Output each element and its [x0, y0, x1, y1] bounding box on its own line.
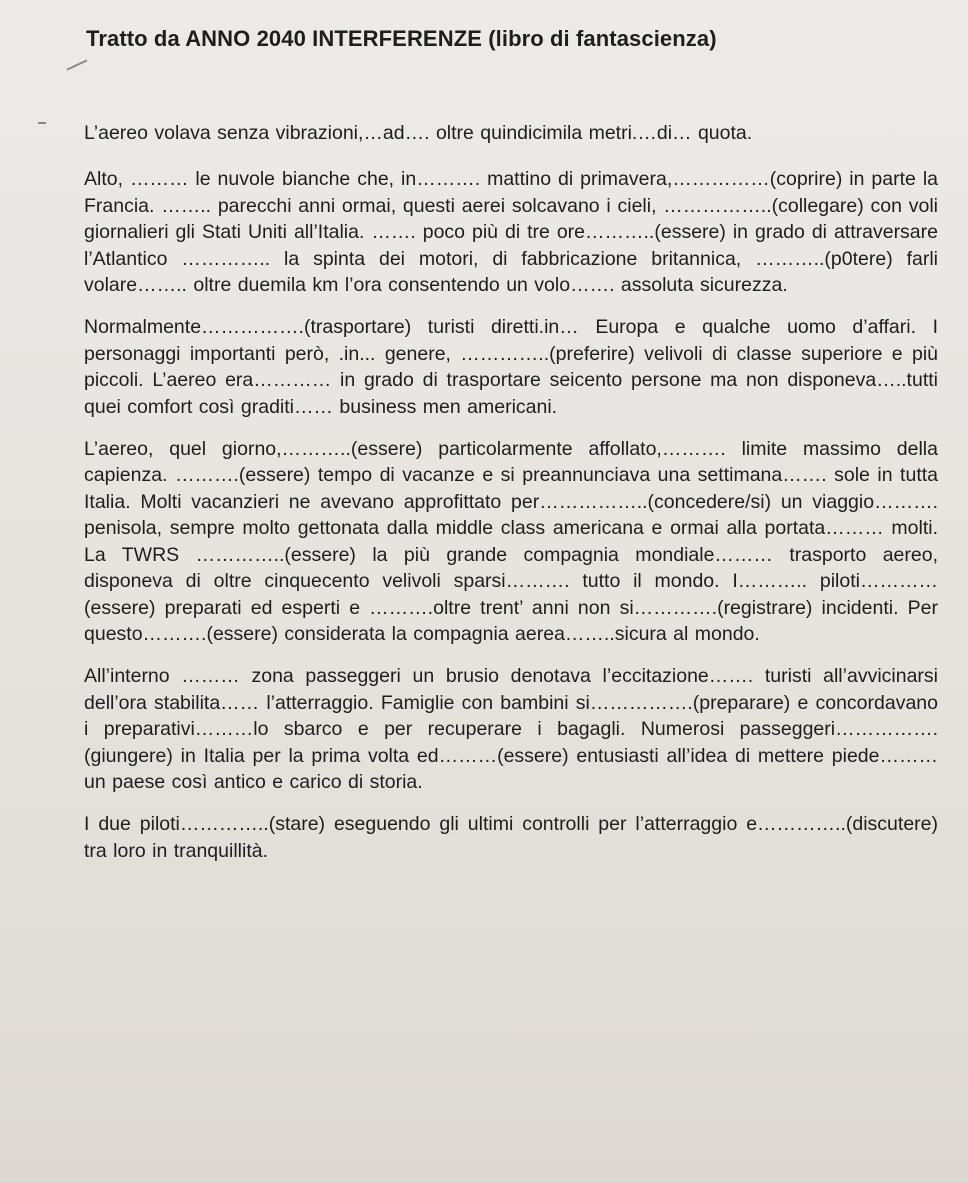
pencil-mark	[38, 122, 46, 124]
pencil-mark	[67, 59, 88, 70]
document-title: Tratto da ANNO 2040 INTERFERENZE (libro di fantascienza)	[86, 26, 717, 51]
paragraph-5: All’interno ……… zona passeggeri un brusio denotava l’eccitazione……. turisti all’avvicinarsi dell’ora stabilita…… l’atterraggio. Famiglie con bambini si…………….(preparare) e concordavano i preparativi………lo sbarco e per recuperare i bagagli. Numerosi passeggeri…………….(giungere) in Italia per la prima volta ed………(essere) entusiasti all’idea di mettere piede……… un paese così antico e carico di storia.	[84, 665, 938, 793]
paragraph-6: I due piloti…………..(stare) eseguendo gli ultimi controlli per l’atterraggio e…………..(discutere) tra loro in tranquillità.	[84, 813, 938, 862]
paragraph-4: L’aereo, quel giorno,………..(essere) particolarmente affollato,………. limite massimo della capienza. ……….(essere) tempo di vacanze e si preannunciava una settimana……. sole in tutta Italia. Molti vacanzieri ne avevano approfittato per……………..(concedere/si) un viaggio………. penisola, sempre molto gettonata dalla middle class americana e ormai alla portata……… molti. La TWRS …………..(essere) la più grande compagnia mondiale……… trasporto aereo, disponeva di oltre cinquecento velivoli sparsi………. tutto il mondo. I……….. piloti…………(essere) preparati ed esperti e ……….oltre trent’ anni non si………….(registrare) incidenti. Per questo……….(essere) considerata la compagnia aerea……..sicura al mondo.	[84, 438, 938, 645]
paragraph-2: Alto, ……… le nuvole bianche che, in………. mattino di primavera,……………(coprire) in parte la Francia. …….. parecchi anni ormai, questi aerei solcavano i cieli, ……………..(collegare) con voli giornalieri gli Stati Uniti all’Italia. ……. poco più di tre ore………..(essere) in grado di attraversare l’Atlantico ………….. la spinta dei motori, di fabbricazione britannica, ………..(p0tere) farli volare…….. oltre duemila km l’ora consentendo un volo……. assoluta sicurezza.	[84, 168, 938, 297]
exercise-text	[84, 120, 938, 880]
paragraph-3: Normalmente…………….(trasportare) turisti diretti.in… Europa e qualche uomo d’affari. I personaggi importanti però, .in... genere, …………..(preferire) velivoli di classe superiore e più piccoli. L’aereo era………… in grado di trasportare seicento persone ma non disponeva…..tutti quei comfort così graditi…… business men americani.	[84, 316, 938, 418]
paragraph-1: L’aereo volava senza vibrazioni,…ad…. oltre quindicimila metri.…di… quota.	[84, 122, 753, 144]
